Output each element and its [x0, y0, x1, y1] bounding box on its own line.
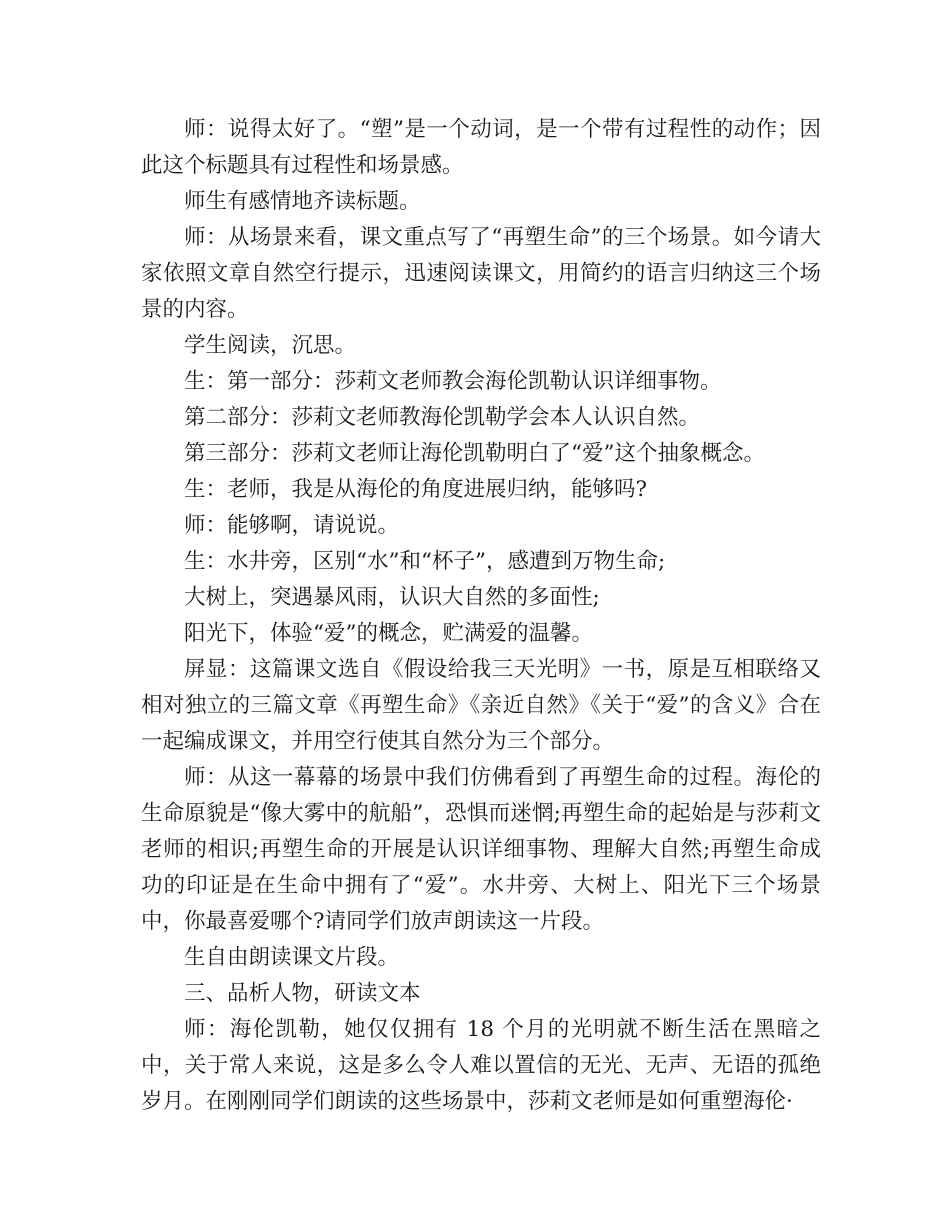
paragraph: 屏显：这篇课文选自《假设给我三天光明》一书，原是互相联络又相对独立的三篇文章《再塑生命》《亲近自然》《关于“爱”的含义》合在一起编成课文，并用空行使其自然分为三个部分。 [141, 657, 821, 754]
paragraph: 第二部分：莎莉文老师教海伦凯勒学会本人认识自然。 [184, 405, 701, 430]
section-heading: 三、品析人物，研读文本 [184, 981, 421, 1006]
paragraph: 生：老师，我是从海伦的角度进展归纳，能够吗? [184, 477, 648, 502]
paragraph: 师：说得太好了。“塑”是一个动词，是一个带有过程性的动作；因此这个标题具有过程性和场景感。 [141, 117, 821, 178]
paragraph: 师：能够啊，请说说。 [184, 513, 400, 538]
paragraph: 师：从场景来看，课文重点写了“再塑生命”的三个场景。如今请大家依照文章自然空行提示，迅速阅读课文，用简约的语言归纳这三个场景的内容。 [141, 225, 821, 322]
paragraph: 师：海伦凯勒，她仅仅拥有 18 个月的光明就不断生活在黑暗之中，关于常人来说，这是多么令人难以置信的无光、无声、无语的孤绝岁月。在刚刚同学们朗读的这些场景中，莎莉文老师是如何重塑海伦· [141, 1017, 821, 1114]
paragraph: 学生阅读，沉思。 [184, 333, 357, 358]
paragraph: 第三部分：莎莉文老师让海伦凯勒明白了“爱”这个抽象概念。 [184, 441, 765, 466]
paragraph: 师：从这一幕幕的场景中我们仿佛看到了再塑生命的过程。海伦的生命原貌是“像大雾中的航船”，恐惧而迷惘;再塑生命的起始是与莎莉文老师的相识;再塑生命的开展是认识详细事物、理解大自然;再塑生命成功的印证是在生命中拥有了“爱”。水井旁、大树上、阳光下三个场景中，你最喜爱哪个?请同学们放声朗读这一片段。 [141, 765, 821, 934]
paragraph: 阳光下，体验“爱”的概念，贮满爱的温馨。 [184, 621, 593, 646]
paragraph: 师生有感情地齐读标题。 [184, 189, 421, 214]
document-body [141, 112, 821, 1120]
paragraph: 生自由朗读课文片段。 [184, 945, 400, 970]
paragraph: 生：水井旁，区别“水”和“杯子”，感遭到万物生命; [184, 549, 666, 574]
paragraph: 生：第一部分：莎莉文老师教会海伦凯勒认识详细事物。 [184, 369, 722, 394]
paragraph: 大树上，突遇暴风雨，认识大自然的多面性; [184, 585, 600, 610]
